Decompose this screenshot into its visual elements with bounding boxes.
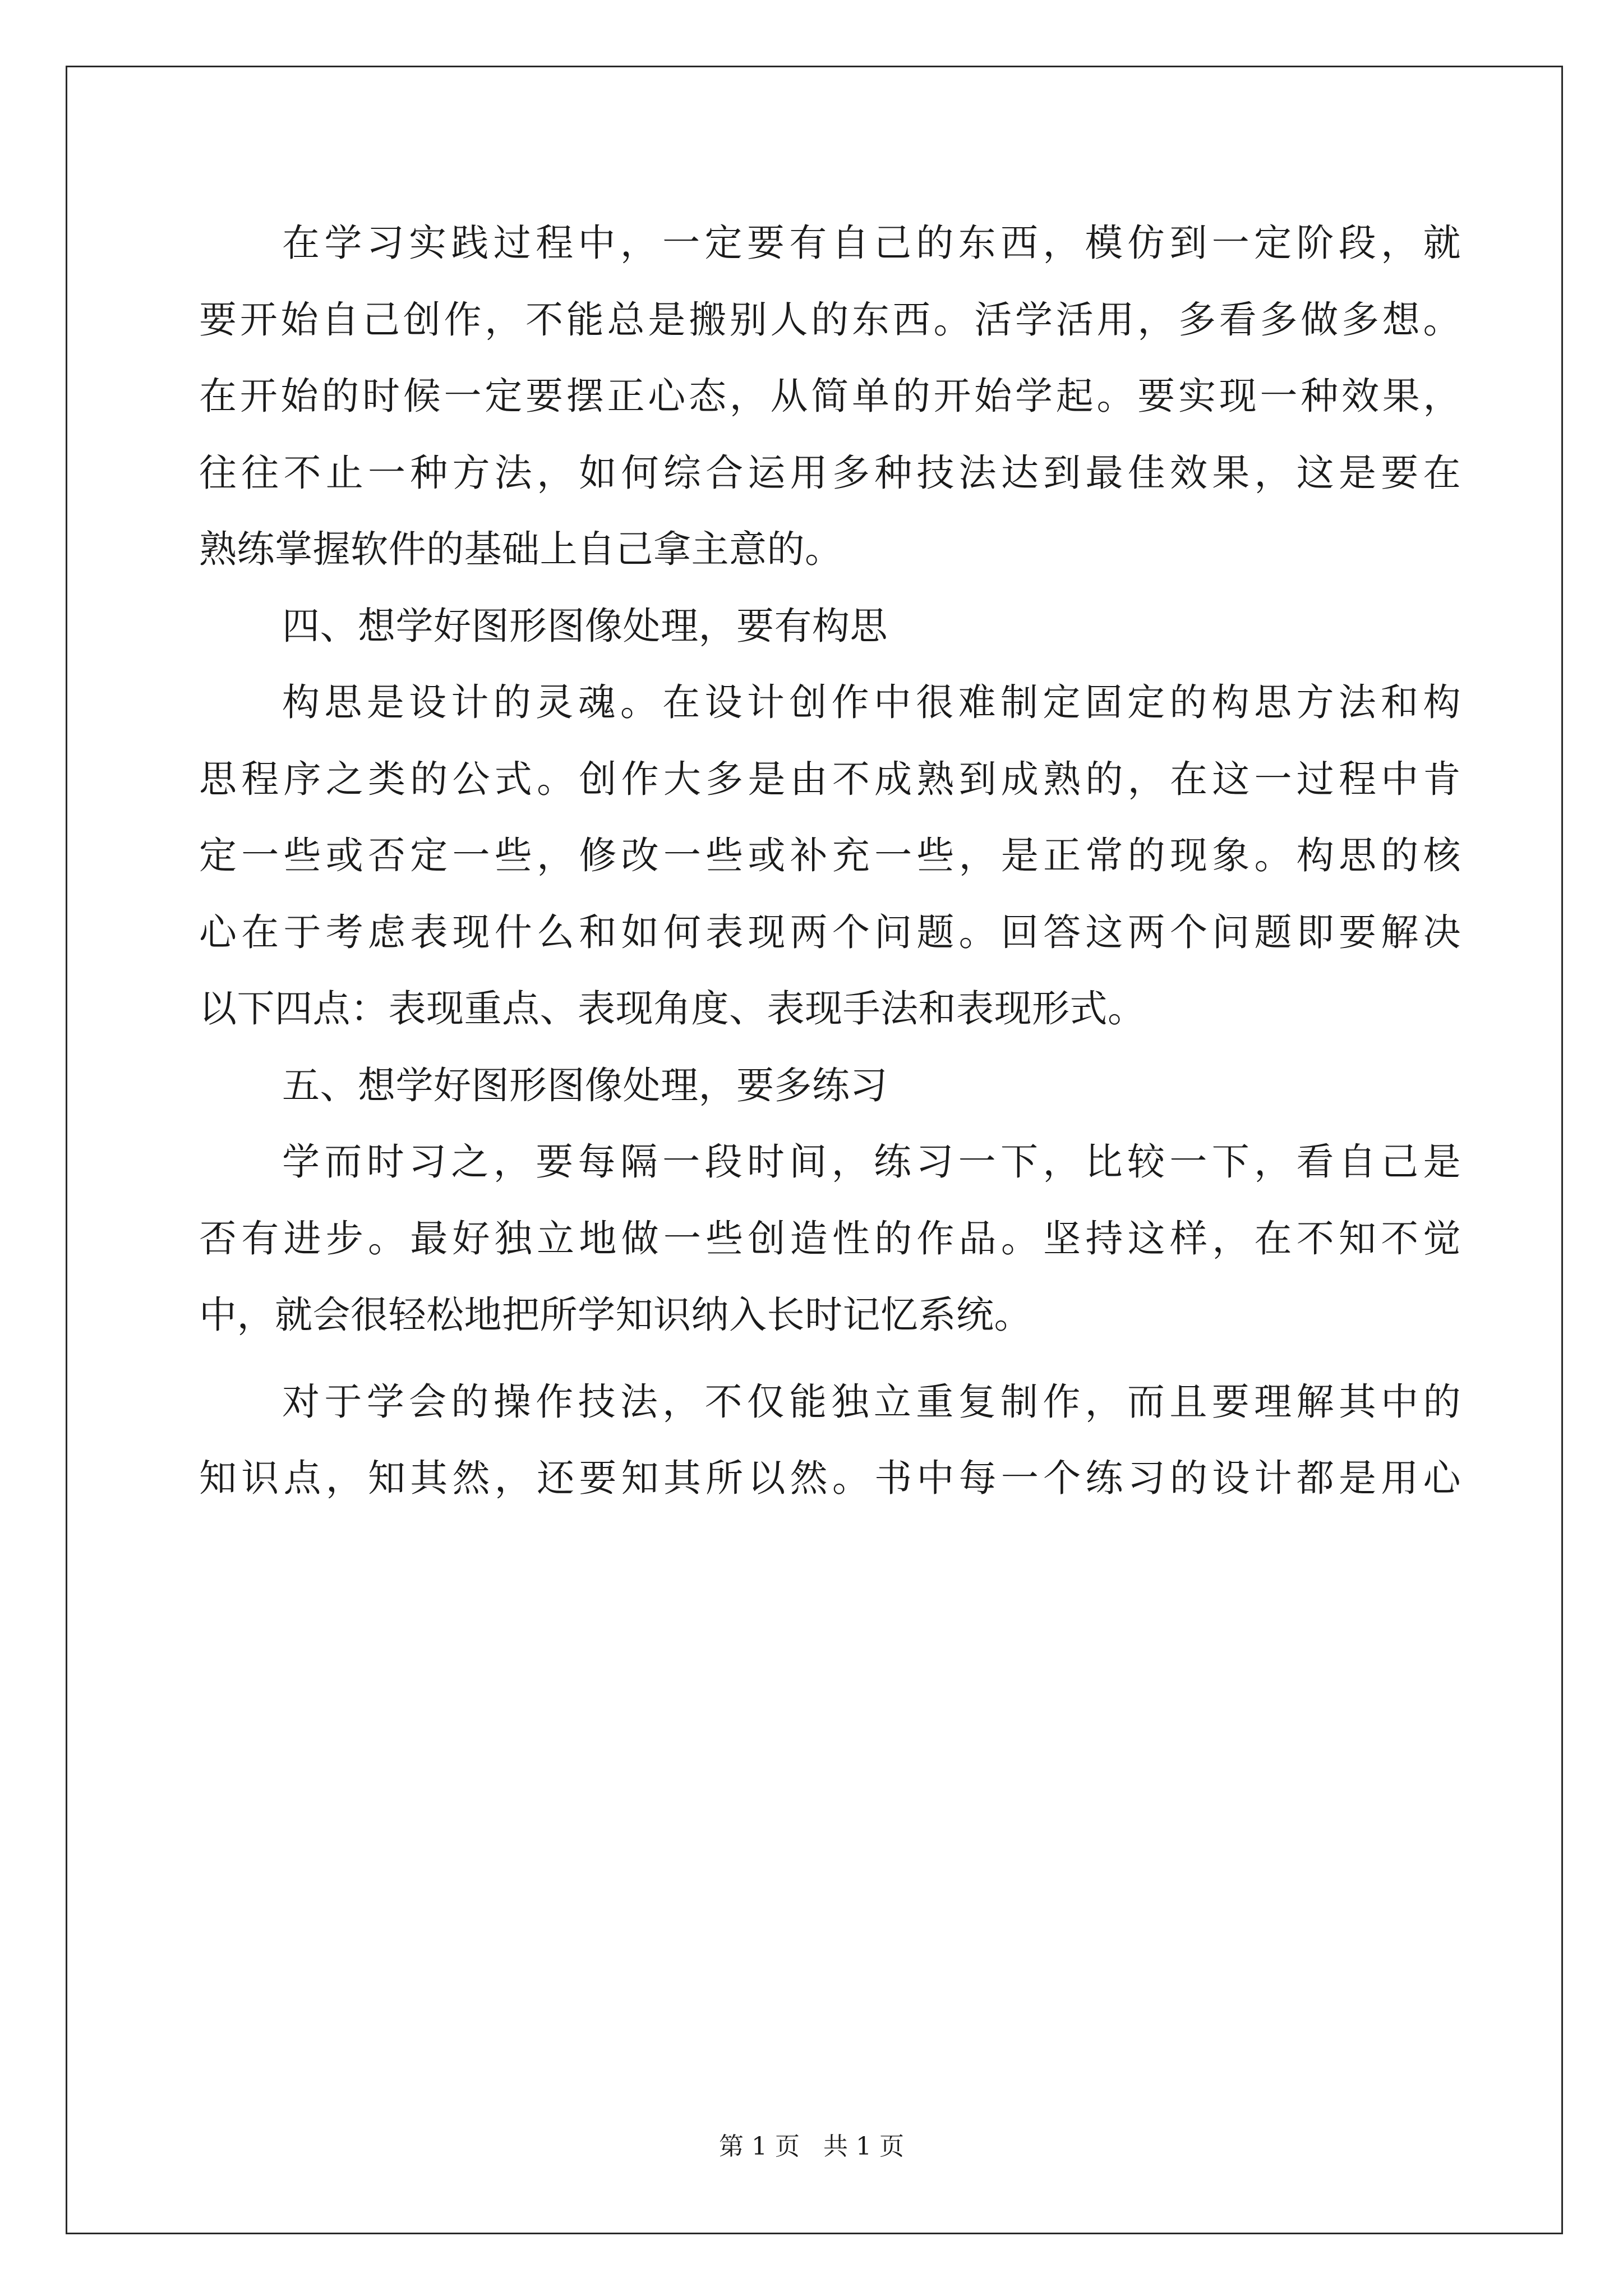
text-line: 思程序之类的公式。创作大多是由不成熟到成熟的，在这一过程中肯 bbox=[199, 757, 1461, 801]
text-line: 心在于考虑表现什么和如何表现两个问题。回答这两个问题即要解决 bbox=[199, 910, 1461, 954]
text-line: 以下四点：表现重点、表现角度、表现手法和表现形式。 bbox=[199, 987, 1146, 1030]
text-line: 否有进步。最好独立地做一些创造性的作品。坚持这样，在不知不觉 bbox=[199, 1216, 1461, 1260]
paragraph-practice bbox=[199, 205, 1461, 588]
text-line: 熟练掌握软件的基础上自己拿主意的。 bbox=[199, 527, 843, 571]
text-line: 定一些或否定一些，修改一些或补充一些，是正常的现象。构思的核 bbox=[199, 834, 1461, 877]
paragraph-gap bbox=[199, 1354, 1461, 1364]
paragraph-review bbox=[199, 1124, 1461, 1354]
section-heading-conception bbox=[199, 588, 1461, 665]
paragraph-conception bbox=[199, 664, 1461, 1047]
paragraph-technique bbox=[199, 1364, 1461, 1517]
heading-text: 五、想学好图形图像处理，要多练习 bbox=[282, 1063, 888, 1107]
text-line: 学而时习之，要每隔一段时间，练习一下，比较一下，看自己是 bbox=[282, 1140, 1461, 1184]
text-line: 中，就会很轻松地把所学知识纳入长时记忆系统。 bbox=[199, 1293, 1032, 1337]
document-body bbox=[199, 205, 1461, 1517]
section-heading-practice-more bbox=[199, 1047, 1461, 1124]
text-line: 对于学会的操作技法，不仅能独立重复制作，而且要理解其中的 bbox=[282, 1379, 1461, 1424]
text-line: 往往不止一种方法，如何综合运用多种技法达到最佳效果，这是要在 bbox=[199, 450, 1461, 495]
text-line: 知识点，知其然，还要知其所以然。书中每一个练习的设计都是用心 bbox=[199, 1456, 1461, 1500]
text-line: 要开始自己创作，不能总是搬别人的东西。活学活用，多看多做多想。 bbox=[199, 297, 1461, 342]
text-line: 构思是设计的灵魂。在设计创作中很难制定固定的构思方法和构 bbox=[282, 680, 1461, 724]
text-line: 在学习实践过程中，一定要有自己的东西，模仿到一定阶段，就 bbox=[282, 221, 1461, 265]
page-footer: 第 1 页 共 1 页 bbox=[719, 2132, 904, 2161]
heading-text: 四、想学好图形图像处理，要有构思 bbox=[282, 604, 888, 648]
text-line: 在开始的时候一定要摆正心态，从简单的开始学起。要实现一种效果， bbox=[199, 374, 1461, 418]
